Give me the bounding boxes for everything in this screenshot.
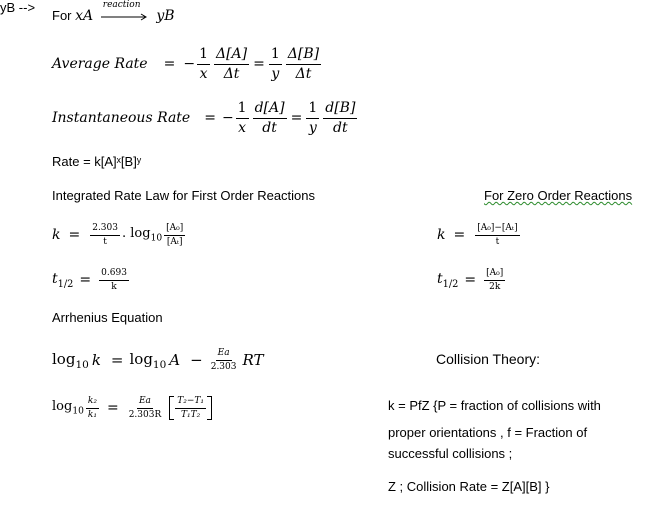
log-base: 10 [152,358,167,371]
denominator: 2.303 [210,361,237,372]
log-label [122,226,162,244]
fraction-dA-dt [253,100,287,135]
log-text: log [129,349,153,368]
log-base: 10 [150,233,163,244]
rate-law: Rate = k[A]ˣ[B]ʸ [52,154,142,169]
equals-sign: = [79,272,92,288]
fraction-Ea-2303R [127,396,164,420]
numerator: k₂ [86,396,99,408]
arrow-label: reaction [102,0,141,10]
log-text: . log [121,226,151,242]
denominator: x [238,119,247,136]
average-rate-eq [52,44,323,84]
fraction-Ea-2303 [209,348,239,372]
arrhenius-eq-1 [52,342,264,378]
denominator: k₁ [87,409,97,420]
numerator: 1 [269,46,282,64]
fraction-2303-t [90,223,120,247]
denominator: [Aₜ] [166,236,183,247]
equals-sign: = [464,272,477,288]
reactant: xA [75,8,94,24]
numerator: [A₀] [484,268,505,280]
fraction-k2-k1 [86,396,99,420]
collision-line-2: proper orientations , f = Fraction of [388,425,588,440]
fraction-one-x [236,100,249,135]
denominator: t [495,236,500,247]
equals-sign: = [106,400,119,416]
minus-sign: − [190,351,203,369]
temperature-bracket [169,396,212,420]
reaction-arrow [101,0,149,23]
denominator: t [103,236,107,247]
fraction-one-y [306,100,319,135]
reaction-line [52,0,175,24]
denominator: 2k [489,281,501,292]
numerator: d[A] [253,100,287,118]
numerator: Δ[A] [214,46,249,64]
arrhenius-eq-2 [52,388,212,428]
fraction-dB-dt [323,100,357,135]
zero-order-heading [484,188,632,203]
fraction-one-y [269,46,282,81]
equals-sign: = [204,110,216,126]
instantaneous-rate-label: Instantaneous Rate [52,110,191,126]
equals-sign: = [163,56,176,72]
numerator: [A₀]−[Aₜ] [475,223,519,235]
collision-line-4: Z ; Collision Rate = Z[A][B] } [388,479,550,494]
zero-order-k-eq [437,218,522,252]
k-symbol: k [52,227,61,243]
product: yB [156,8,175,24]
A-symbol: A [169,351,181,369]
fraction-T [175,396,206,420]
log-base: 10 [75,358,89,371]
instantaneous-rate-eq [52,98,359,138]
collision-line-1: k = PfZ {P = fraction of collisions with [388,398,601,413]
t-symbol: t [52,270,58,287]
denominator: y [308,119,317,136]
RT-symbol: RT [242,351,264,369]
numerator: [A₀] [164,223,185,235]
denominator: 2.303R [128,409,162,420]
denominator: dt [333,119,348,136]
average-rate-label: Average Rate [52,56,148,72]
denominator: dt [262,119,277,136]
fraction-dB-dt [286,46,321,81]
fraction-A0-2k [484,268,505,292]
collision-heading: Collision Theory: [436,351,541,367]
zero-order-heading-text: For Zero Order Reactions [484,188,633,203]
numerator: 1 [306,100,319,118]
fraction-one-x [197,46,210,81]
equals-sign: = [253,56,265,72]
log-base: 10 [72,406,84,417]
numerator: d[B] [323,100,357,118]
equals-sign: = [68,227,81,243]
equals-sign: = [110,351,124,369]
first-order-k-eq [52,218,187,252]
zero-order-half-life [437,263,507,297]
log-text: log [52,349,76,368]
numerator: 2.303 [90,223,120,235]
t-symbol: t [437,270,443,287]
denominator: T₁T₂ [181,409,201,420]
equals-sign: = [290,110,303,126]
denominator: x [199,65,208,82]
numerator: T₂−T₁ [175,396,206,408]
fraction-zero-order [475,223,519,247]
fraction-0693-k [99,268,129,292]
numerator: Ea [216,348,232,360]
for-label: For [52,8,76,23]
denominator: k [111,281,117,292]
half-subscript: 1/2 [442,278,459,290]
fraction-dA-dt [214,46,249,81]
numerator: 1 [236,100,249,118]
denominator: y [271,65,280,82]
collision-line-3: successful collisions ; [388,446,513,461]
log-text: log [52,399,73,415]
k-symbol: k [91,351,101,369]
numerator: Δ[B] [286,46,321,64]
k-symbol: k [437,227,446,243]
first-order-half-life [52,263,131,297]
denominator: Δt [223,65,240,82]
arrhenius-heading: Arrhenius Equation [52,310,163,325]
half-subscript: 1/2 [57,278,74,290]
numerator: 1 [197,46,210,64]
first-order-heading: Integrated Rate Law for First Order Reactions [52,188,316,203]
minus-sign: − [183,56,196,72]
numerator: Ea [137,396,153,408]
minus-sign: − [221,110,234,126]
arrow-icon [101,12,149,22]
equals-sign: = [453,227,466,243]
denominator: Δt [295,65,312,82]
fraction-A0-At [164,223,185,247]
numerator: 0.693 [99,268,129,280]
